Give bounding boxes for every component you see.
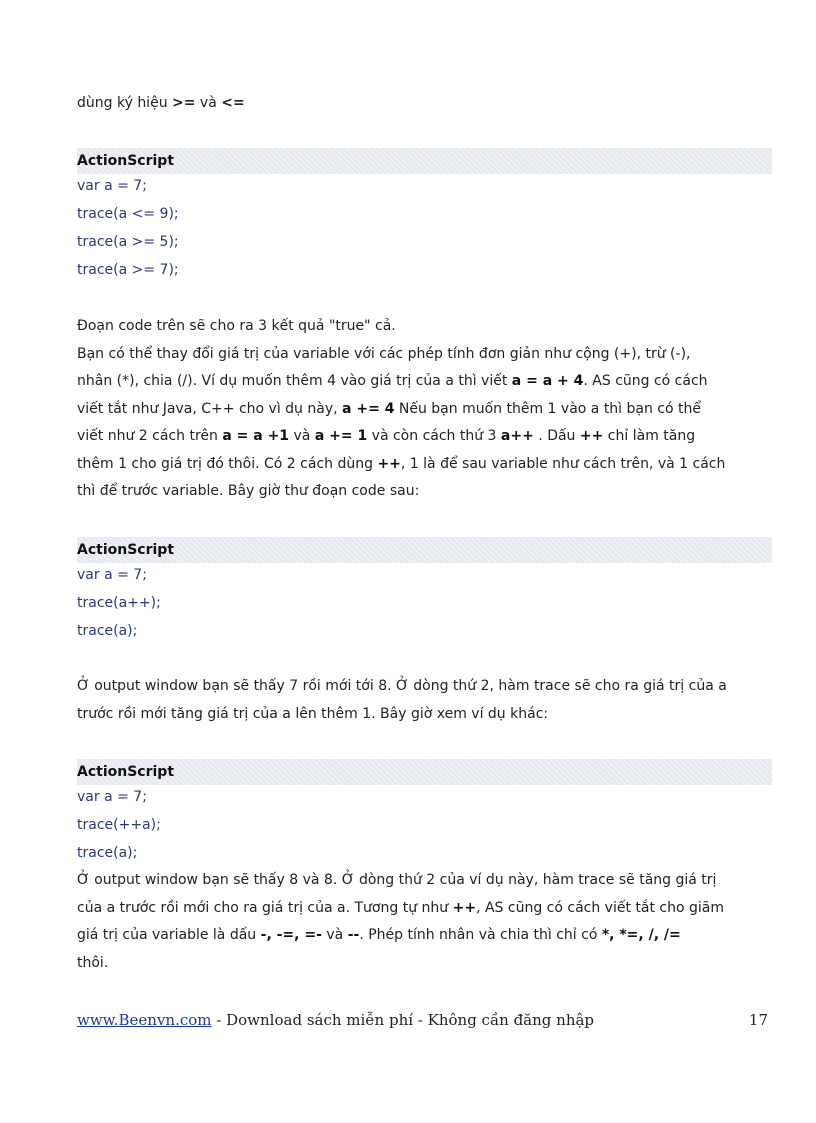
code-line: trace(a <= 9);: [77, 206, 179, 222]
code-line: trace(a);: [77, 845, 138, 861]
text-line: Ở output window bạn sẽ thấy 7 rồi mới tới 8. Ở dòng thứ 2, hàm trace sẽ cho ra giá trị của a: [77, 678, 727, 694]
text-line: Ở output window bạn sẽ thấy 8 và 8. Ở dòng thứ 2 của ví dụ này, hàm trace sẽ tăng giá trị: [77, 872, 717, 888]
code-block-header: [77, 537, 772, 563]
text-line: thì để trước variable. Bây giờ thư đoạn code sau:: [77, 483, 420, 499]
text-line: trước rồi mới tăng giá trị của a lên thêm 1. Bây giờ xem ví dụ khác:: [77, 705, 549, 722]
text-line: viết tắt như Java, C++ cho vì dụ này, a += 4 Nếu bạn muốn thêm 1 vào a thì bạn có thể: [77, 400, 701, 417]
code-block-3: [77, 783, 161, 867]
code-line: var a = 7;: [77, 567, 147, 583]
code-line: trace(++a);: [77, 817, 161, 833]
operator-gte: >=: [172, 95, 196, 111]
code-line: var a = 7;: [77, 178, 147, 194]
code-block-label: ActionScript: [77, 764, 175, 780]
text-line: Đoạn code trên sẽ cho ra 3 kết quả "true" cả.: [77, 318, 396, 334]
intro-conjunction: và: [195, 95, 222, 111]
code-line: var a = 7;: [77, 789, 147, 805]
code-block-header: [77, 148, 772, 174]
paragraph-3: [77, 867, 772, 977]
intro-line: [77, 92, 245, 114]
text-line: giá trị của variable là dấu -, -=, =- và --. Phép tính nhân và chia thì chỉ có *, *=, /, /=: [77, 927, 681, 943]
code-line: trace(a >= 5);: [77, 234, 179, 250]
page-footer: [77, 1008, 772, 1032]
text-line: Bạn có thể thay đổi giá trị của variable với các phép tính đơn giản như cộng (+), trừ (-),: [77, 345, 691, 362]
code-block-1: [77, 172, 179, 284]
code-block-header: [77, 759, 772, 785]
footer-text: - Download sách miễn phí - Không cần đăng nhập: [211, 1011, 595, 1029]
code-block-label: ActionScript: [77, 542, 175, 558]
page-number: 17: [748, 1011, 768, 1029]
text-line: viết như 2 cách trên a = a +1 và a += 1 và còn cách thứ 3 a++ . Dấu ++ chỉ làm tăng: [77, 428, 696, 444]
text-line: thêm 1 cho giá trị đó thôi. Có 2 cách dùng ++, 1 là để sau variable như cách trên, và 1 cách: [77, 455, 726, 472]
operator-lte: <=: [221, 95, 245, 111]
paragraph-2: [77, 673, 772, 728]
website-link[interactable]: www.Beenvn.com: [77, 1011, 212, 1029]
code-block-label: ActionScript: [77, 153, 175, 169]
intro-text: dùng ký hiệu: [77, 95, 173, 111]
text-line: nhân (*), chia (/). Ví dụ muốn thêm 4 vào giá trị của a thì viết a = a + 4. AS cũng có cách: [77, 373, 708, 389]
code-line: trace(a);: [77, 623, 138, 639]
code-line: trace(a >= 7);: [77, 262, 179, 278]
code-line: trace(a++);: [77, 595, 161, 611]
text-line: của a trước rồi mới cho ra giá trị của a. Tương tự như ++, AS cũng có cách viết tắt cho giãm: [77, 899, 724, 916]
paragraph-1: [77, 313, 772, 506]
code-block-2: [77, 561, 161, 645]
text-line: thôi.: [77, 954, 109, 971]
